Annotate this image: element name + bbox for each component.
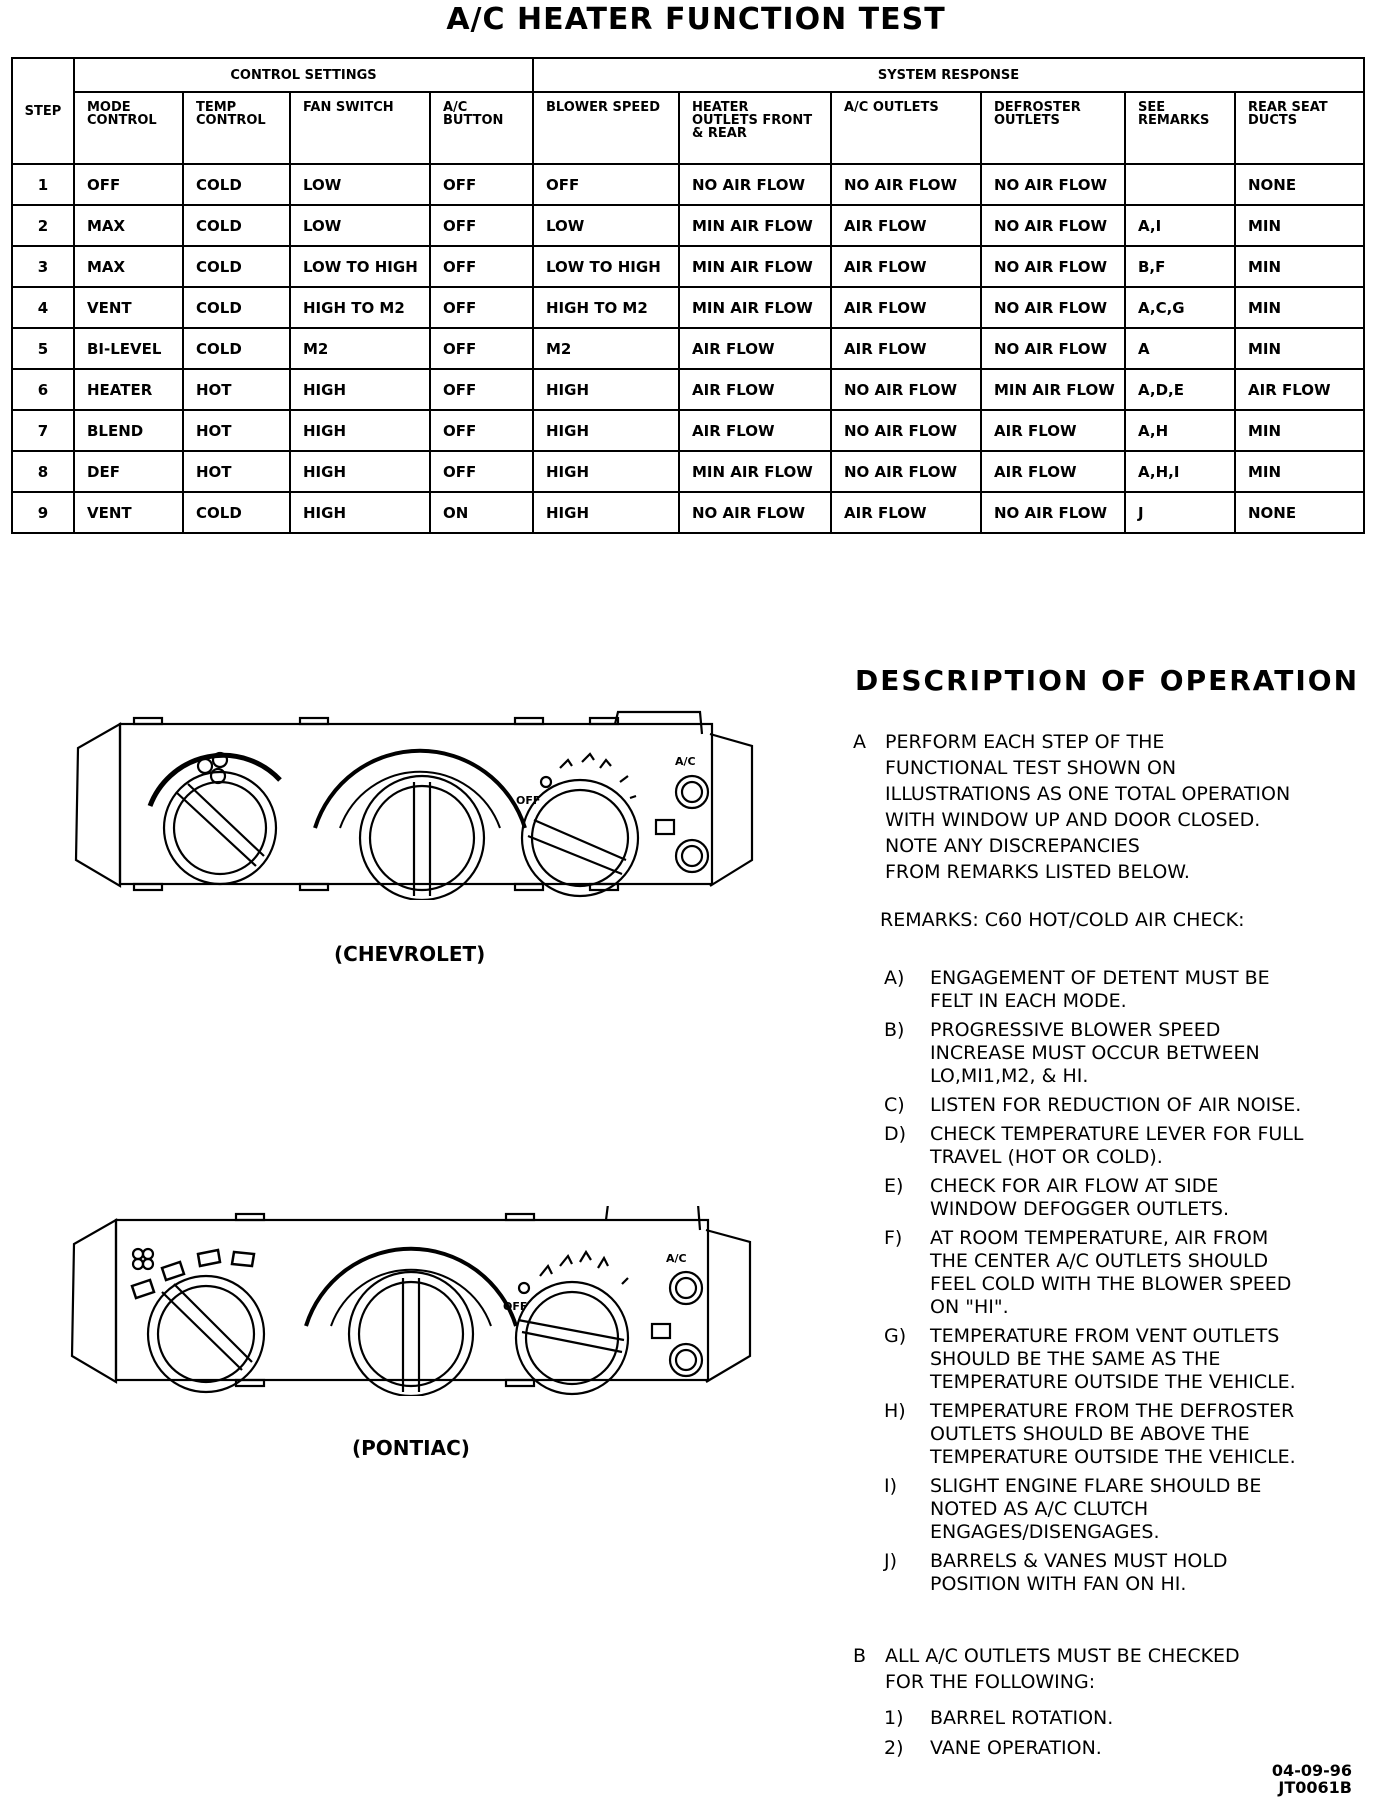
remark-item [884, 1550, 1364, 1596]
table-cell: AIR FLOW [679, 369, 831, 410]
control-settings-header: CONTROL SETTINGS [74, 58, 533, 92]
text-line: POSITION WITH FAN ON HI. [930, 1573, 1187, 1595]
table-cell: OFF [430, 246, 533, 287]
column-header: REAR SEAT DUCTS [1235, 92, 1364, 164]
table-cell: NO AIR FLOW [981, 164, 1125, 205]
table-cell: A,H [1125, 410, 1235, 451]
text-line: FROM REMARKS LISTED BELOW. [885, 861, 1190, 883]
text-line: NOTED AS A/C CLUTCH [930, 1498, 1149, 1520]
text-line: PERFORM EACH STEP OF THE [885, 731, 1165, 753]
remark-key: G) [884, 1325, 907, 1347]
column-header: SEE REMARKS [1125, 92, 1235, 164]
table-cell: MAX [74, 246, 183, 287]
pontiac-caption: (PONTIAC) [352, 1436, 470, 1460]
remark-item [884, 1475, 1364, 1544]
text-line: WITH WINDOW UP AND DOOR CLOSED. [885, 809, 1261, 831]
table-cell: OFF [430, 410, 533, 451]
table-cell: MIN [1235, 328, 1364, 369]
panel-left-end [76, 724, 120, 886]
table-cell: VENT [74, 287, 183, 328]
remark-item [884, 967, 1364, 1013]
panel-left-end [72, 1220, 116, 1382]
table-cell: AIR FLOW [831, 287, 981, 328]
table-cell: BI-LEVEL [74, 328, 183, 369]
table-cell: COLD [183, 164, 290, 205]
text-line: ENGAGEMENT OF DETENT MUST BE [930, 967, 1270, 989]
panel-right-end [710, 734, 752, 886]
text-line: SHOULD BE THE SAME AS THE [930, 1348, 1221, 1370]
table-cell: LOW [290, 164, 430, 205]
table-cell: COLD [183, 287, 290, 328]
table-cell [1125, 164, 1235, 205]
table-cell: HIGH [290, 451, 430, 492]
table-cell: NO AIR FLOW [679, 492, 831, 533]
remark-item [884, 1123, 1364, 1169]
remark-text [930, 1325, 1364, 1394]
table-cell: HEATER [74, 369, 183, 410]
mode-symbols [540, 1252, 628, 1284]
remark-text [930, 1227, 1364, 1319]
table-cell: AIR FLOW [679, 410, 831, 451]
column-header: A/C BUTTON [430, 92, 533, 164]
panel-top-tab [606, 1206, 700, 1230]
column-header-row [12, 92, 1364, 164]
temp-arc [306, 1249, 516, 1326]
table-row [12, 451, 1364, 492]
fan-knob [164, 772, 276, 884]
table-cell: AIR FLOW [1235, 369, 1364, 410]
table-row [12, 246, 1364, 287]
text-line: NOTE ANY DISCREPANCIES [885, 835, 1140, 857]
table-cell: M2 [290, 328, 430, 369]
step-b-item-key: 2) [884, 1737, 904, 1759]
chevrolet-control-panel-illustration [70, 710, 760, 900]
remark-text [930, 1019, 1364, 1088]
column-header: FAN SWITCH [290, 92, 430, 164]
table-cell: COLD [183, 328, 290, 369]
step-b-item-key: 1) [884, 1707, 904, 1729]
text-line: TRAVEL (HOT OR COLD). [930, 1146, 1163, 1168]
table-cell: HIGH [290, 410, 430, 451]
table-cell: OFF [74, 164, 183, 205]
step-number-cell: 3 [12, 246, 74, 287]
remark-text [930, 1094, 1364, 1117]
table-cell: HOT [183, 369, 290, 410]
text-line: ON "HI". [930, 1296, 1009, 1318]
table-cell: DEF [74, 451, 183, 492]
rear-defog-button [676, 840, 708, 872]
table-cell: MIN AIR FLOW [679, 287, 831, 328]
remark-key: D) [884, 1123, 907, 1145]
step-number-cell: 5 [12, 328, 74, 369]
ac-label: A/C [666, 1252, 687, 1265]
step-number-cell: 9 [12, 492, 74, 533]
off-marker [519, 1283, 529, 1293]
fan-symbol [133, 1249, 153, 1269]
rear-defog-icon [652, 1324, 670, 1338]
remark-item [884, 1019, 1364, 1088]
column-header: HEATER OUTLETS FRONT & REAR [679, 92, 831, 164]
table-cell: NO AIR FLOW [831, 410, 981, 451]
table-cell: J [1125, 492, 1235, 533]
remark-text [930, 1123, 1364, 1169]
table-cell: OFF [430, 164, 533, 205]
table-cell: NONE [1235, 492, 1364, 533]
text-line: FUNCTIONAL TEST SHOWN ON [885, 757, 1177, 779]
temp-knob [360, 776, 484, 900]
panel-right-end [706, 1230, 750, 1382]
table-row [12, 164, 1364, 205]
table-cell: AIR FLOW [831, 205, 981, 246]
text-line: BARRELS & VANES MUST HOLD [930, 1550, 1228, 1572]
table-cell: A,I [1125, 205, 1235, 246]
panel-face [116, 1220, 708, 1380]
text-line: TEMPERATURE OUTSIDE THE VEHICLE. [930, 1371, 1296, 1393]
remark-key: A) [884, 967, 905, 989]
remark-text [930, 1475, 1364, 1544]
ac-button [670, 1272, 702, 1304]
step-number-cell: 8 [12, 451, 74, 492]
remark-key: C) [884, 1094, 905, 1116]
page-title: A/C HEATER FUNCTION TEST [446, 2, 946, 37]
rear-defog-button [670, 1344, 702, 1376]
table-cell: COLD [183, 246, 290, 287]
table-cell: NONE [1235, 164, 1364, 205]
table-cell: LOW [290, 205, 430, 246]
table-cell: MIN [1235, 287, 1364, 328]
step-b-item [884, 1735, 1113, 1761]
table-cell: OFF [533, 164, 679, 205]
table-cell: A,D,E [1125, 369, 1235, 410]
step-b-item-text: VANE OPERATION. [930, 1737, 1102, 1759]
fan-knob [148, 1276, 264, 1392]
table-cell: HOT [183, 451, 290, 492]
table-cell: BLEND [74, 410, 183, 451]
text-line: OUTLETS SHOULD BE ABOVE THE [930, 1423, 1250, 1445]
text-line: FOR THE FOLLOWING: [885, 1671, 1096, 1693]
table-cell: NO AIR FLOW [981, 287, 1125, 328]
temp-arc [315, 751, 525, 828]
remark-text [930, 967, 1364, 1013]
table-body [12, 164, 1364, 533]
table-cell: HIGH [533, 451, 679, 492]
table-row [12, 287, 1364, 328]
table-cell: HOT [183, 410, 290, 451]
table-cell: AIR FLOW [679, 328, 831, 369]
table-cell: OFF [430, 328, 533, 369]
text-line: THE CENTER A/C OUTLETS SHOULD [930, 1250, 1269, 1272]
text-line: FELT IN EACH MODE. [930, 990, 1127, 1012]
text-line: TEMPERATURE OUTSIDE THE VEHICLE. [930, 1446, 1296, 1468]
column-header: MODE CONTROL [74, 92, 183, 164]
table-cell: NO AIR FLOW [981, 492, 1125, 533]
stamp-code: JT0061B [1278, 1778, 1352, 1797]
temp-knob [349, 1272, 473, 1396]
table-cell: B,F [1125, 246, 1235, 287]
table-cell: VENT [74, 492, 183, 533]
table-cell: HIGH [290, 492, 430, 533]
table-cell: AIR FLOW [831, 328, 981, 369]
remark-item [884, 1094, 1364, 1117]
text-line: AT ROOM TEMPERATURE, AIR FROM [930, 1227, 1269, 1249]
remark-item [884, 1175, 1364, 1221]
ac-label: A/C [675, 755, 696, 768]
table-cell: OFF [430, 287, 533, 328]
remark-key: B) [884, 1019, 905, 1041]
step-b-item-text: BARREL ROTATION. [930, 1707, 1114, 1729]
table-cell: COLD [183, 492, 290, 533]
step-header: STEP [12, 58, 74, 164]
text-line: ILLUSTRATIONS AS ONE TOTAL OPERATION [885, 783, 1291, 805]
off-marker [541, 777, 551, 787]
remarks-list [884, 967, 1364, 1602]
table-cell: NO AIR FLOW [679, 164, 831, 205]
text-line: FEEL COLD WITH THE BLOWER SPEED [930, 1273, 1292, 1295]
step-b-items [884, 1705, 1113, 1765]
step-b-text [885, 1643, 1240, 1695]
step-a-marker: A [853, 731, 866, 753]
table-cell: NO AIR FLOW [981, 205, 1125, 246]
step-number-cell: 4 [12, 287, 74, 328]
column-header: DEFROSTER OUTLETS [981, 92, 1125, 164]
table-cell: HIGH TO M2 [290, 287, 430, 328]
table-cell: LOW TO HIGH [290, 246, 430, 287]
text-line: TEMPERATURE FROM THE DEFROSTER [930, 1400, 1295, 1422]
text-line: WINDOW DEFOGGER OUTLETS. [930, 1198, 1229, 1220]
table-row [12, 492, 1364, 533]
column-header: TEMP CONTROL [183, 92, 290, 164]
table-cell: MIN [1235, 451, 1364, 492]
table-cell: ON [430, 492, 533, 533]
table-cell: LOW TO HIGH [533, 246, 679, 287]
remark-key: H) [884, 1400, 906, 1422]
step-number-cell: 1 [12, 164, 74, 205]
table-cell: MIN [1235, 205, 1364, 246]
off-label: OFF [516, 794, 541, 807]
table-cell: A,C,G [1125, 287, 1235, 328]
table-cell: MIN AIR FLOW [679, 205, 831, 246]
table-row [12, 328, 1364, 369]
step-number-cell: 6 [12, 369, 74, 410]
table-cell: M2 [533, 328, 679, 369]
text-line: SLIGHT ENGINE FLARE SHOULD BE [930, 1475, 1262, 1497]
fan-arc [150, 755, 280, 806]
text-line: INCREASE MUST OCCUR BETWEEN [930, 1042, 1260, 1064]
step-a-text [885, 729, 1290, 885]
step-b-marker: B [853, 1645, 867, 1667]
table-cell: AIR FLOW [831, 246, 981, 287]
text-line: LO,MI1,M2, & HI. [930, 1065, 1089, 1087]
table-cell: MIN AIR FLOW [679, 246, 831, 287]
remark-item [884, 1400, 1364, 1469]
table-cell: COLD [183, 205, 290, 246]
stamp-date: 04-09-96 [1271, 1761, 1352, 1780]
text-line: TEMPERATURE FROM VENT OUTLETS [930, 1325, 1280, 1347]
table-cell: HIGH [533, 369, 679, 410]
remark-key: F) [884, 1227, 903, 1249]
text-line: LISTEN FOR REDUCTION OF AIR NOISE. [930, 1094, 1302, 1116]
remark-text [930, 1550, 1364, 1596]
table-cell: MIN [1235, 246, 1364, 287]
table-row [12, 410, 1364, 451]
pontiac-control-panel-illustration [66, 1206, 760, 1396]
text-line: CHECK FOR AIR FLOW AT SIDE [930, 1175, 1219, 1197]
table-cell: NO AIR FLOW [981, 328, 1125, 369]
table-cell: MIN AIR FLOW [981, 369, 1125, 410]
text-line: CHECK TEMPERATURE LEVER FOR FULL [930, 1123, 1304, 1145]
table-cell: HIGH [290, 369, 430, 410]
column-header: A/C OUTLETS [831, 92, 981, 164]
table-cell: NO AIR FLOW [831, 369, 981, 410]
mode-knob [516, 1282, 628, 1394]
table-cell: HIGH [533, 410, 679, 451]
description-title: DESCRIPTION OF OPERATION [855, 664, 1360, 697]
remark-item [884, 1227, 1364, 1319]
table-cell: LOW [533, 205, 679, 246]
column-header: BLOWER SPEED [533, 92, 679, 164]
table-cell: NO AIR FLOW [981, 246, 1125, 287]
table-cell: HIGH TO M2 [533, 287, 679, 328]
table-cell: HIGH [533, 492, 679, 533]
table-cell: OFF [430, 451, 533, 492]
table-cell: OFF [430, 369, 533, 410]
step-number-cell: 7 [12, 410, 74, 451]
remark-key: J) [884, 1550, 898, 1572]
table-cell: A [1125, 328, 1235, 369]
step-b-item [884, 1705, 1113, 1731]
chevrolet-caption: (CHEVROLET) [334, 942, 486, 966]
remark-text [930, 1175, 1364, 1221]
remark-item [884, 1325, 1364, 1394]
table-row [12, 205, 1364, 246]
table-cell: A,H,I [1125, 451, 1235, 492]
table-cell: AIR FLOW [981, 451, 1125, 492]
off-label: OFF [503, 1300, 528, 1313]
remarks-label: REMARKS: C60 HOT/COLD AIR CHECK: [880, 909, 1245, 931]
table-cell: NO AIR FLOW [831, 164, 981, 205]
document-stamp [1272, 1762, 1352, 1796]
remark-key: E) [884, 1175, 904, 1197]
table-cell: NO AIR FLOW [831, 451, 981, 492]
table-cell: AIR FLOW [981, 410, 1125, 451]
system-response-header: SYSTEM RESPONSE [533, 58, 1364, 92]
function-test-table [11, 57, 1365, 534]
remark-key: I) [884, 1475, 898, 1497]
text-line: ALL A/C OUTLETS MUST BE CHECKED [885, 1645, 1240, 1667]
table-cell: OFF [430, 205, 533, 246]
rear-defog-icon [656, 820, 674, 834]
ac-button [676, 776, 708, 808]
step-number-cell: 2 [12, 205, 74, 246]
table-cell: MIN [1235, 410, 1364, 451]
table-cell: MAX [74, 205, 183, 246]
text-line: PROGRESSIVE BLOWER SPEED [930, 1019, 1221, 1041]
table-row [12, 369, 1364, 410]
remark-text [930, 1400, 1364, 1469]
group-header-row [12, 58, 1364, 92]
table-cell: AIR FLOW [831, 492, 981, 533]
text-line: ENGAGES/DISENGAGES. [930, 1521, 1160, 1543]
table-cell: MIN AIR FLOW [679, 451, 831, 492]
